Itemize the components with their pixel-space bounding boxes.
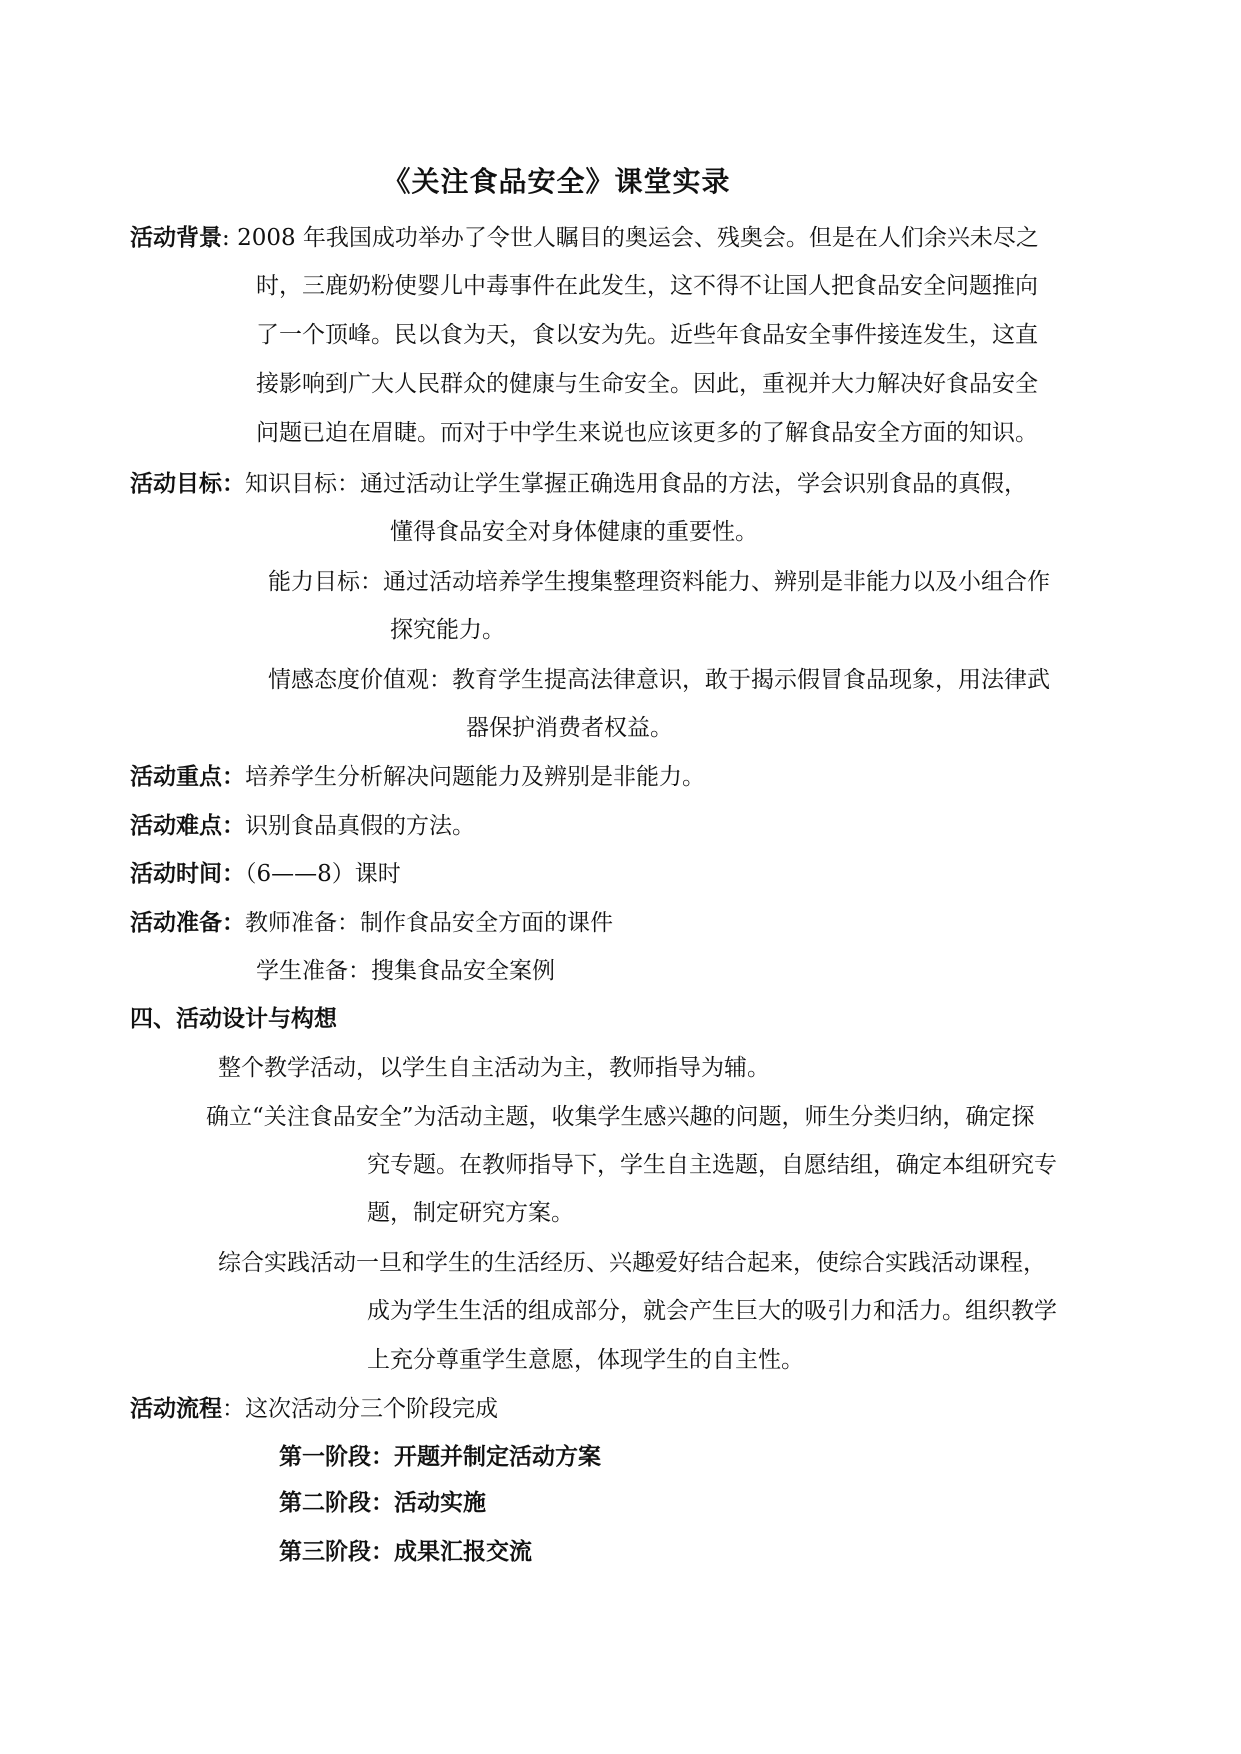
design-paragraph-3-line: 上充分尊重学生意愿，体现学生的自主性。 xyxy=(367,1347,804,1373)
difficulty-line xyxy=(130,810,475,842)
design-heading: 四、活动设计与构想 xyxy=(130,1005,337,1032)
background-label: 活动背景 xyxy=(130,224,222,251)
goals-first-line xyxy=(130,468,1027,500)
ability-goal-label: 能力目标： xyxy=(268,569,383,595)
background-line: 了一个顶峰。民以食为天，食以安为先。近些年食品安全事件接连发生，这直 xyxy=(256,322,1038,348)
prep-label: 活动准备： xyxy=(130,909,245,936)
stage-item: 第一阶段：开题并制定活动方案 xyxy=(279,1443,601,1470)
time-label: 活动时间： xyxy=(130,860,245,887)
student-prep: 学生准备：搜集食品安全案例 xyxy=(256,958,555,984)
design-paragraph-2-line: 确立“关注食品安全”为活动主题，收集学生感兴趣的问题，师生分类归纳，确定探 xyxy=(206,1104,1035,1130)
emotion-goal-line xyxy=(268,664,1050,696)
ability-goal-line xyxy=(268,566,1050,598)
background-line: 2008 年我国成功举办了令世人瞩目的奥运会、残奥会。但是在人们余兴未尽之 xyxy=(237,225,1039,251)
emotion-goal-label: 情感态度价值观： xyxy=(268,667,452,693)
knowledge-goal-text: 通过活动让学生掌握正确选用食品的方法，学会识别食品的真假， xyxy=(360,471,1027,497)
design-paragraph-3-line: 综合实践活动一旦和学生的生活经历、兴趣爱好结合起来，使综合实践活动课程， xyxy=(218,1250,1046,1276)
process-separator: ： xyxy=(222,1396,245,1422)
goals-label: 活动目标： xyxy=(130,470,245,497)
time-text: （6——8）课时 xyxy=(245,861,401,887)
background-separator: : xyxy=(222,225,238,251)
ability-goal-text: 探究能力。 xyxy=(390,617,505,643)
stage-item: 第二阶段：活动实施 xyxy=(279,1489,486,1516)
time-line xyxy=(130,858,401,890)
process-text: 这次活动分三个阶段完成 xyxy=(245,1396,498,1422)
ability-goal-text: 通过活动培养学生搜集整理资料能力、辨别是非能力以及小组合作 xyxy=(383,569,1050,595)
design-paragraph-3-line: 成为学生生活的组成部分，就会产生巨大的吸引力和活力。组织教学 xyxy=(367,1298,1057,1324)
design-paragraph-2-line: 题，制定研究方案。 xyxy=(367,1200,574,1226)
prep-line xyxy=(130,907,613,939)
emotion-goal-text: 教育学生提高法律意识，敢于揭示假冒食品现象，用法律武 xyxy=(452,667,1050,693)
process-line xyxy=(130,1393,498,1425)
design-paragraph-2-line: 究专题。在教师指导下，学生自主选题，自愿结组，确定本组研究专 xyxy=(367,1152,1057,1178)
process-label: 活动流程 xyxy=(130,1395,222,1422)
key-point-text: 培养学生分析解决问题能力及辨别是非能力。 xyxy=(245,764,705,790)
background-first-line xyxy=(130,222,1039,254)
emotion-goal-text: 器保护消费者权益。 xyxy=(466,715,673,741)
background-line: 问题已迫在眉睫。而对于中学生来说也应该更多的了解食品安全方面的知识。 xyxy=(256,420,1038,446)
knowledge-goal-text: 懂得食品安全对身体健康的重要性。 xyxy=(390,519,758,545)
difficulty-text: 识别食品真假的方法。 xyxy=(245,813,475,839)
knowledge-goal-label: 知识目标： xyxy=(245,471,360,497)
key-point-line xyxy=(130,761,705,793)
background-line: 接影响到广大人民群众的健康与生命安全。因此，重视并大力解决好食品安全 xyxy=(256,371,1038,397)
stage-item: 第三阶段：成果汇报交流 xyxy=(279,1538,532,1565)
document-title: 《关注食品安全》课堂实录 xyxy=(382,165,731,198)
design-paragraph-1: 整个教学活动，以学生自主活动为主，教师指导为辅。 xyxy=(218,1055,770,1081)
teacher-prep: 教师准备：制作食品安全方面的课件 xyxy=(245,910,613,936)
background-line: 时，三鹿奶粉使婴儿中毒事件在此发生，这不得不让国人把食品安全问题推向 xyxy=(256,273,1038,299)
key-point-label: 活动重点： xyxy=(130,763,245,790)
difficulty-label: 活动难点： xyxy=(130,812,245,839)
